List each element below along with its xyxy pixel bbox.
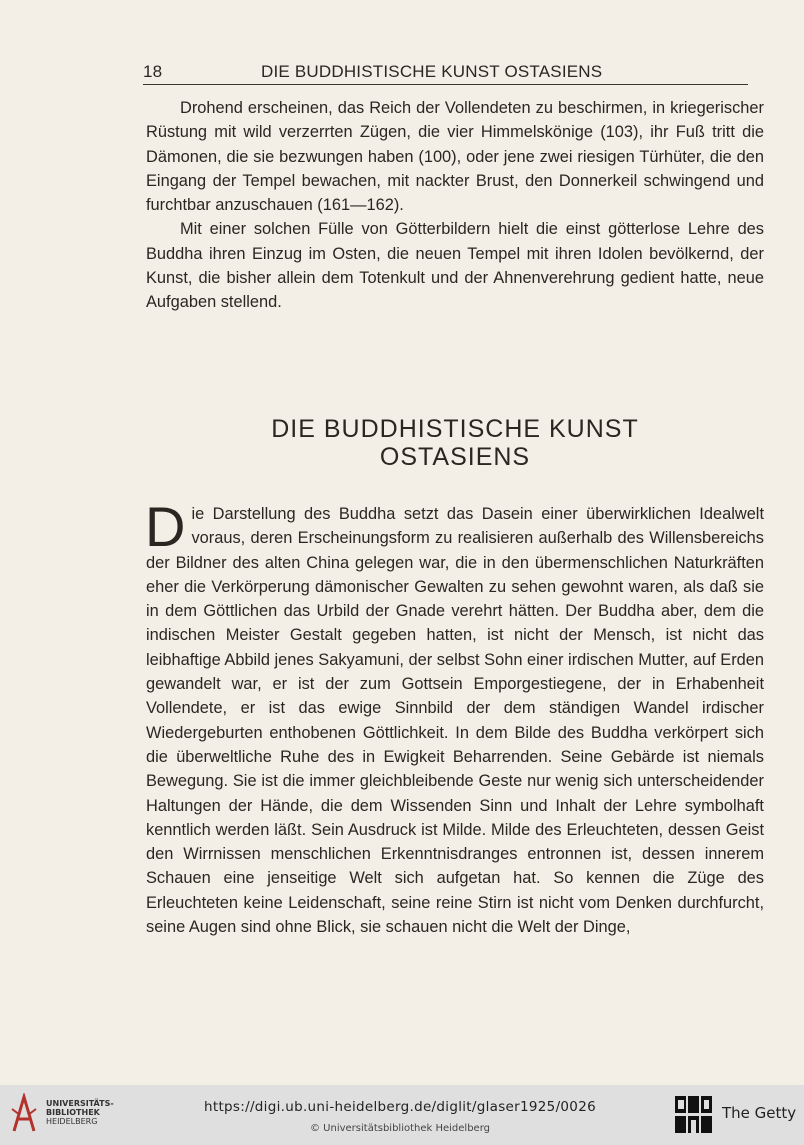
university-library-logo-icon <box>10 1093 38 1135</box>
permalink-url[interactable]: https://digi.ub.uni-heidelberg.de/diglit/glaser1925/0026 <box>204 1099 596 1115</box>
library-line-3: HEIDELBERG <box>46 1117 98 1126</box>
section-heading-line-2: OSTASIENS <box>379 443 531 471</box>
intro-text <box>146 96 764 315</box>
copyright-notice: © Universitätsbibliothek Heidelberg <box>309 1123 490 1134</box>
section-heading <box>146 415 764 471</box>
drop-cap: D <box>145 495 186 558</box>
running-header <box>143 60 748 85</box>
intro-paragraph-2: Mit einer solchen Fülle von Götterbildern hielt die einst götterlose Lehre des Buddha ihren Einzug im Osten, die neuen Tempel mit ihren Idolen bevölkernd, der Kunst, die bisher allein dem Totenkult und der Ahnenverehrung gedient hatte, neue Aufgaben stellend. <box>146 220 764 312</box>
viewer-footer <box>0 1085 804 1145</box>
page-number: 18 <box>143 62 163 81</box>
running-title: DIE BUDDHISTISCHE KUNST OSTASIENS <box>261 62 603 81</box>
getty-logo-icon <box>674 1095 714 1135</box>
intro-paragraph-1: Drohend erscheinen, das Reich der Vollendeten zu beschirmen, in kriegerischer Rüstung mit wild verzerrten Zügen, die vier Himmelskönige (103), ihr Fuß tritt die Dämonen, die sie bezwungen haben (100), oder jene zwei riesigen Türhüter, die den Eingang der Tempel bewachen, mit nackter Brust, den Donnerkeil schwingend und furchtbar anzuschauen (161—162). <box>146 99 764 215</box>
section-paragraph <box>145 495 764 939</box>
section-body-text: ie Darstellung des Buddha setzt das Dasein einer überwirklichen Idealwelt voraus, deren Erscheinungsform zu realisieren außerhalb des Willensbereichs der Bildner des alten China gelegen war, die in den übermenschlichen Naturkräften eher die Verkörperung dämonischer Gewalten zu sehen gewohnt waren, als daß sie in dem Göttlichen das Urbild der Gnade verehrt hätten. Der Buddha aber, dem die indischen Meister Gestalt gegeben hatten, ist nicht der Mensch, ist nicht das leibhaftige Abbild jenes Sakyamuni, der selbst Sohn einer irdischen Mutter, auf Erden gewandelt war, er ist der zum Gottsein Emporgestiegene, der in Erhabenheit Vollendete, er ist das ewige Sinnbild der dem ständigen Wandel irdischer Wiedergeburten enthobenen Göttlichkeit. In dem Bilde des Buddha verkörpert sich die überweltliche Ruhe des in Ewigkeit Beharrenden. Seine Gebärde ist niemals Bewegung. Sie ist die immer gleichbleibende Geste nur wenig sich unterscheidender Haltungen der Hände, die dem Wissenden Sinn und Inhalt der Lehre symbolhaft kenntlich werden läßt. Sein Ausdruck ist Milde. Milde des Erleuchteten, dessen Geist den Wirrnissen menschlichen Erkenntnisdranges entronnen ist, dessen innerem Schauen eine jenseitige Welt sich aufgetan hat. So kennen die Züge des Erleuchteten keine Leidenschaft, seine reine Stirn ist nicht vom Denken durchfurcht, seine Augen sind ohne Blick, sie schauen nicht die Welt der Dinge, <box>146 505 764 937</box>
library-line-2: BIBLIOTHEK <box>46 1108 100 1117</box>
section-heading-line-1: DIE BUDDHISTISCHE KUNST <box>271 415 639 443</box>
getty-name: The Getty <box>722 1104 797 1122</box>
library-name <box>46 1099 114 1126</box>
section-body <box>145 495 764 939</box>
library-line-1: UNIVERSITÄTS- <box>46 1099 114 1108</box>
